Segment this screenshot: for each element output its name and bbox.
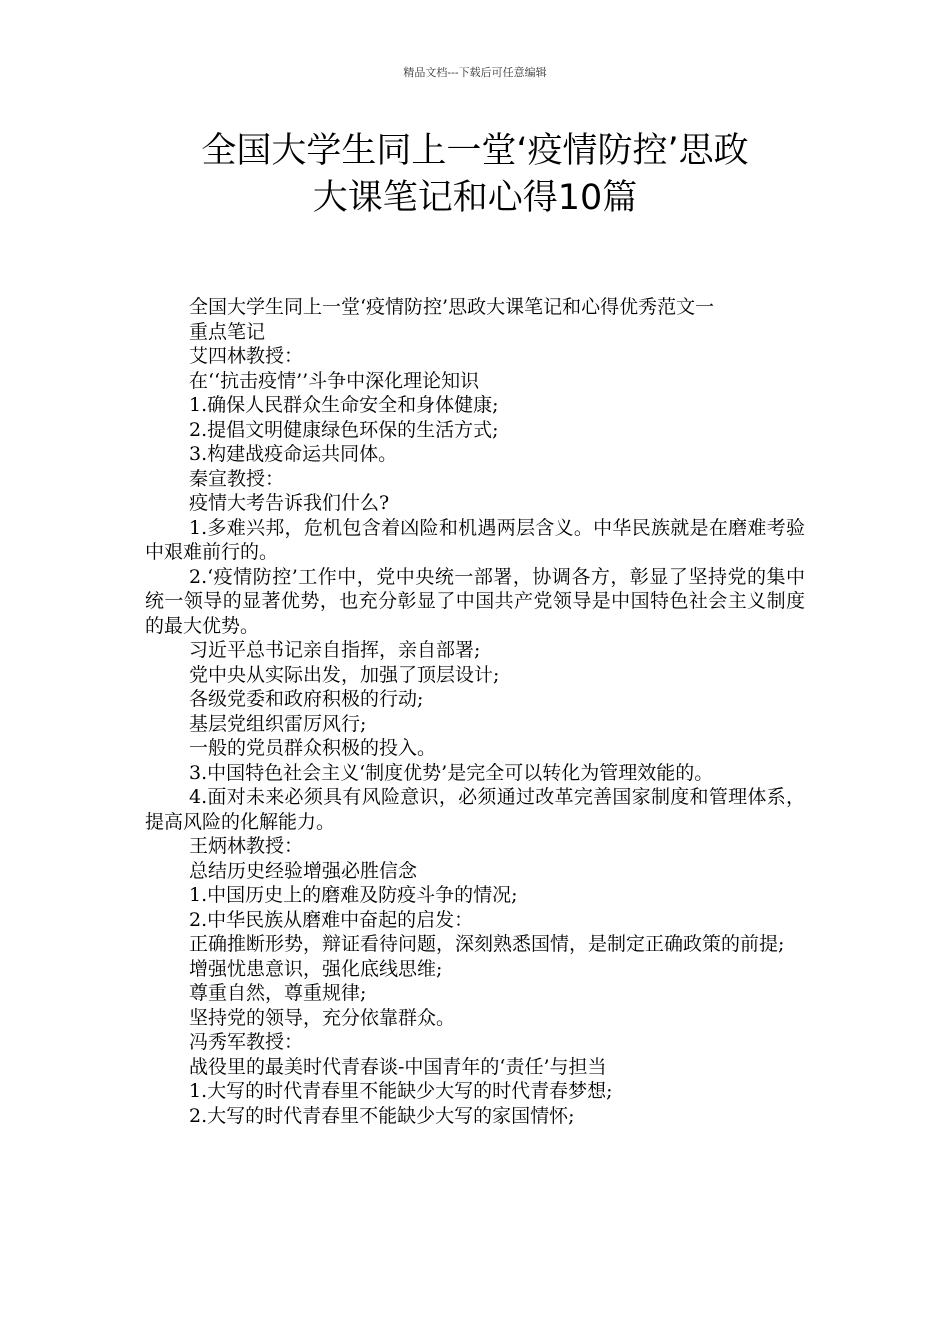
paragraph: 基层党组织雷厉风行; [189, 712, 367, 735]
document-title-line-1: 全国大学生同上一堂‘疫情防控’思政 [201, 131, 749, 171]
document-title [130, 128, 820, 222]
paragraph: 习近平总书记亲自指挥，亲自部署; [189, 639, 481, 661]
paragraph: 正确推断形势，辩证看待问题，深刻熟悉国情，是制定正确政策的前提; [189, 933, 785, 955]
paragraph: 全国大学生同上一堂‘疫情防控’思政大课笔记和心得优秀范文一 [189, 296, 715, 318]
paragraph: 坚持党的领导，充分依靠群众。 [189, 1006, 456, 1029]
paragraph: 4.面对未来必须具有风险意识，必须通过改革完善国家制度和管理体系，提高风险的化解能力。 [145, 786, 805, 833]
paragraph: 重点笔记 [189, 320, 266, 343]
paragraph: 2.中华民族从磨难中奋起的启发： [189, 908, 474, 931]
paragraph: 1.确保人民群众生命安全和身体健康; [189, 394, 499, 416]
paragraph: 增强忧患意识，强化底线思维; [189, 957, 443, 980]
paragraph: 秦宣教授： [189, 467, 285, 490]
paragraph: 党中央从实际出发，加强了顶层设计; [189, 663, 500, 686]
paragraph: 战役里的最美时代青春谈-中国青年的‘责任’与担当 [189, 1055, 607, 1078]
page-header: 精品文档---下载后可任意编辑 [403, 66, 547, 79]
paragraph: 一般的党员群众积极的投入。 [189, 737, 437, 759]
paragraph: 3.中国特色社会主义‘制度优势’是完全可以转化为管理效能的。 [189, 761, 714, 784]
document-body [145, 295, 805, 1128]
paragraph: 2.大写的时代青春里不能缺少大写的家国情怀; [189, 1104, 575, 1127]
paragraph: 艾四林教授： [189, 345, 304, 367]
paragraph: 总结历史经验增强必胜信念 [189, 859, 418, 882]
paragraph: 在‘‘抗击疫情’’斗争中深化理论知识 [189, 369, 480, 392]
paragraph: 各级党委和政府积极的行动; [189, 688, 424, 710]
paragraph: 1.多难兴邦，危机包含着凶险和机遇两层含义。中华民族就是在磨难考验中艰难前行的。 [145, 516, 805, 563]
paragraph: 冯秀军教授： [189, 1031, 304, 1053]
paragraph: 1.中国历史上的磨难及防疫斗争的情况; [189, 884, 518, 906]
paragraph: 尊重自然，尊重规律; [189, 982, 367, 1004]
document-title-line-2: 大课笔记和心得10篇 [312, 178, 638, 218]
paragraph: 王炳林教授： [189, 835, 304, 857]
paragraph: 3.构建战疫命运共同体。 [189, 443, 398, 465]
paragraph: 1.大写的时代青春里不能缺少大写的时代青春梦想; [189, 1080, 613, 1102]
paragraph: 2.‘疫情防控’工作中，党中央统一部署，协调各方，彰显了坚持党的集中统一领导的显著优势，也充分彰显了中国共产党领导是中国特色社会主义制度的最大优势。 [145, 565, 805, 637]
paragraph: 2.提倡文明健康绿色环保的生活方式; [189, 418, 499, 441]
paragraph: 疫情大考告诉我们什么? [189, 492, 390, 514]
